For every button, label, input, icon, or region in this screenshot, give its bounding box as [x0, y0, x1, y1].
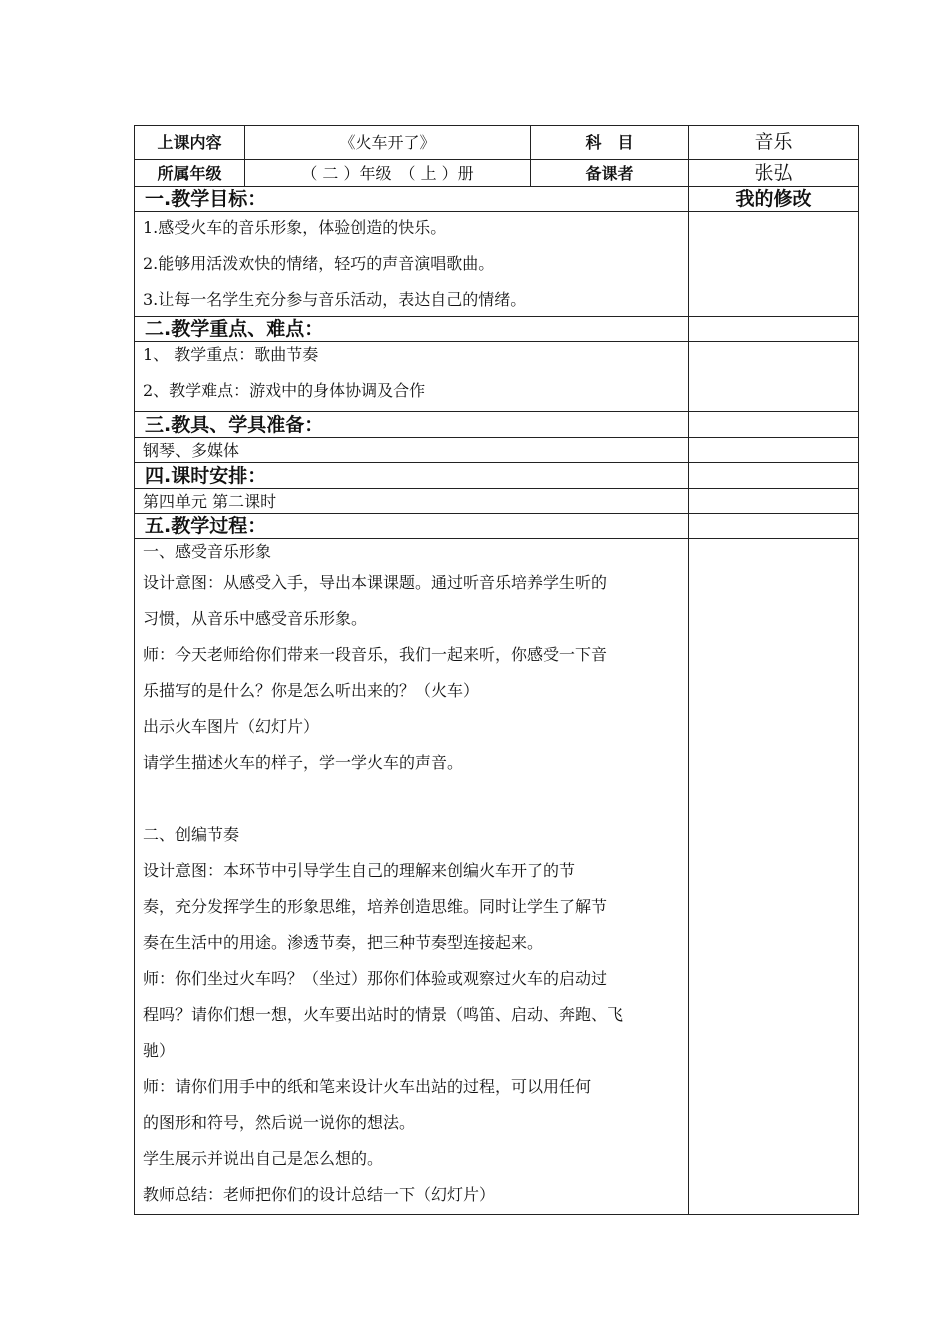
process-line: 二、创编节奏 [143, 825, 240, 844]
keypoints-body-row [135, 342, 859, 412]
tools-title: 三.教具、学具准备： [135, 412, 689, 438]
process-line: 奏在生活中的用途。渗透节奏，把三种节奏型连接起来。 [143, 933, 544, 952]
schedule-body-row [135, 489, 859, 514]
process-line [143, 781, 688, 817]
my-edit-cell [689, 463, 859, 489]
grade-value: （ 二 ）年级 （ 上 ）册 [245, 160, 531, 187]
process-line: 习惯，从音乐中感受音乐形象。 [143, 609, 368, 628]
my-edit-cell [689, 539, 859, 1215]
process-line: 师：今天老师给你们带来一段音乐，我们一起来听，你感受一下音 [143, 645, 608, 664]
keypoints-title-row [135, 317, 859, 342]
process-line: 师：你们坐过火车吗？（坐过）那你们体验或观察过火车的启动过 [143, 969, 608, 988]
my-edit-cell [689, 342, 859, 412]
process-line: 设计意图：从感受入手，导出本课课题。通过听音乐培养学生听的 [143, 573, 608, 592]
lesson-plan-table [134, 125, 859, 1215]
content-value: 《火车开了》 [245, 126, 531, 160]
keypoints-list [135, 342, 689, 412]
my-edit-cell [689, 514, 859, 539]
process-line: 师：请你们用手中的纸和笔来设计火车出站的过程，可以用任何 [143, 1077, 592, 1096]
keypoint-item: 2、教学难点：游戏中的身体协调及合作 [143, 381, 426, 400]
tools-title-row [135, 412, 859, 438]
objective-item: 1.感受火车的音乐形象，体验创造的快乐。 [143, 218, 447, 237]
objectives-title: 一.教学目标： [135, 187, 689, 212]
schedule-text: 第四单元 第二课时 [135, 489, 689, 514]
process-line: 程吗？请你们想一想，火车要出站时的情景（鸣笛、启动、奔跑、飞 [143, 1005, 624, 1024]
keypoint-item: 1、 教学重点：歌曲节奏 [143, 345, 319, 364]
process-line: 的图形和符号，然后说一说你的想法。 [143, 1113, 416, 1132]
content-label: 上课内容 [135, 126, 245, 160]
objective-item: 3.让每一名学生充分参与音乐活动，表达自己的情绪。 [143, 290, 527, 309]
preparer-value: 张弘 [689, 160, 859, 187]
process-line: 驰） [143, 1041, 176, 1060]
objectives-body-row [135, 212, 859, 317]
preparer-label: 备课者 [531, 160, 689, 187]
objectives-title-row [135, 187, 859, 212]
process-title-row [135, 514, 859, 539]
keypoints-title: 二.教学重点、难点： [135, 317, 689, 342]
schedule-title: 四.课时安排： [135, 463, 689, 489]
header-row-1 [135, 126, 859, 160]
my-edit-cell [689, 412, 859, 438]
my-edit-label: 我的修改 [689, 187, 859, 212]
process-body-row [135, 539, 859, 1215]
objective-item: 2.能够用活泼欢快的情绪，轻巧的声音演唱歌曲。 [143, 254, 495, 273]
subject-value: 音乐 [689, 126, 859, 160]
process-body [135, 539, 689, 1215]
my-edit-cell [689, 212, 859, 317]
process-line: 乐描写的是什么？你是怎么听出来的？（火车） [143, 681, 480, 700]
objectives-list [135, 212, 689, 317]
my-edit-cell [689, 489, 859, 514]
schedule-title-row [135, 463, 859, 489]
process-line: 一、感受音乐形象 [143, 542, 272, 561]
lesson-plan-sheet [134, 125, 858, 1215]
my-edit-cell [689, 317, 859, 342]
my-edit-cell [689, 438, 859, 463]
process-line: 教师总结：老师把你们的设计总结一下（幻灯片） [143, 1185, 496, 1204]
process-title: 五.教学过程： [135, 514, 689, 539]
process-line: 奏，充分发挥学生的形象思维，培养创造思维。同时让学生了解节 [143, 897, 608, 916]
grade-label: 所属年级 [135, 160, 245, 187]
header-row-2 [135, 160, 859, 187]
process-line: 出示火车图片（幻灯片） [143, 717, 320, 736]
process-line: 学生展示并说出自己是怎么想的。 [143, 1149, 384, 1168]
tools-body-row [135, 438, 859, 463]
process-line: 请学生描述火车的样子，学一学火车的声音。 [143, 753, 464, 772]
subject-label: 科 目 [531, 126, 689, 160]
tools-text: 钢琴、多媒体 [135, 438, 689, 463]
process-line: 设计意图：本环节中引导学生自己的理解来创编火车开了的节 [143, 861, 576, 880]
